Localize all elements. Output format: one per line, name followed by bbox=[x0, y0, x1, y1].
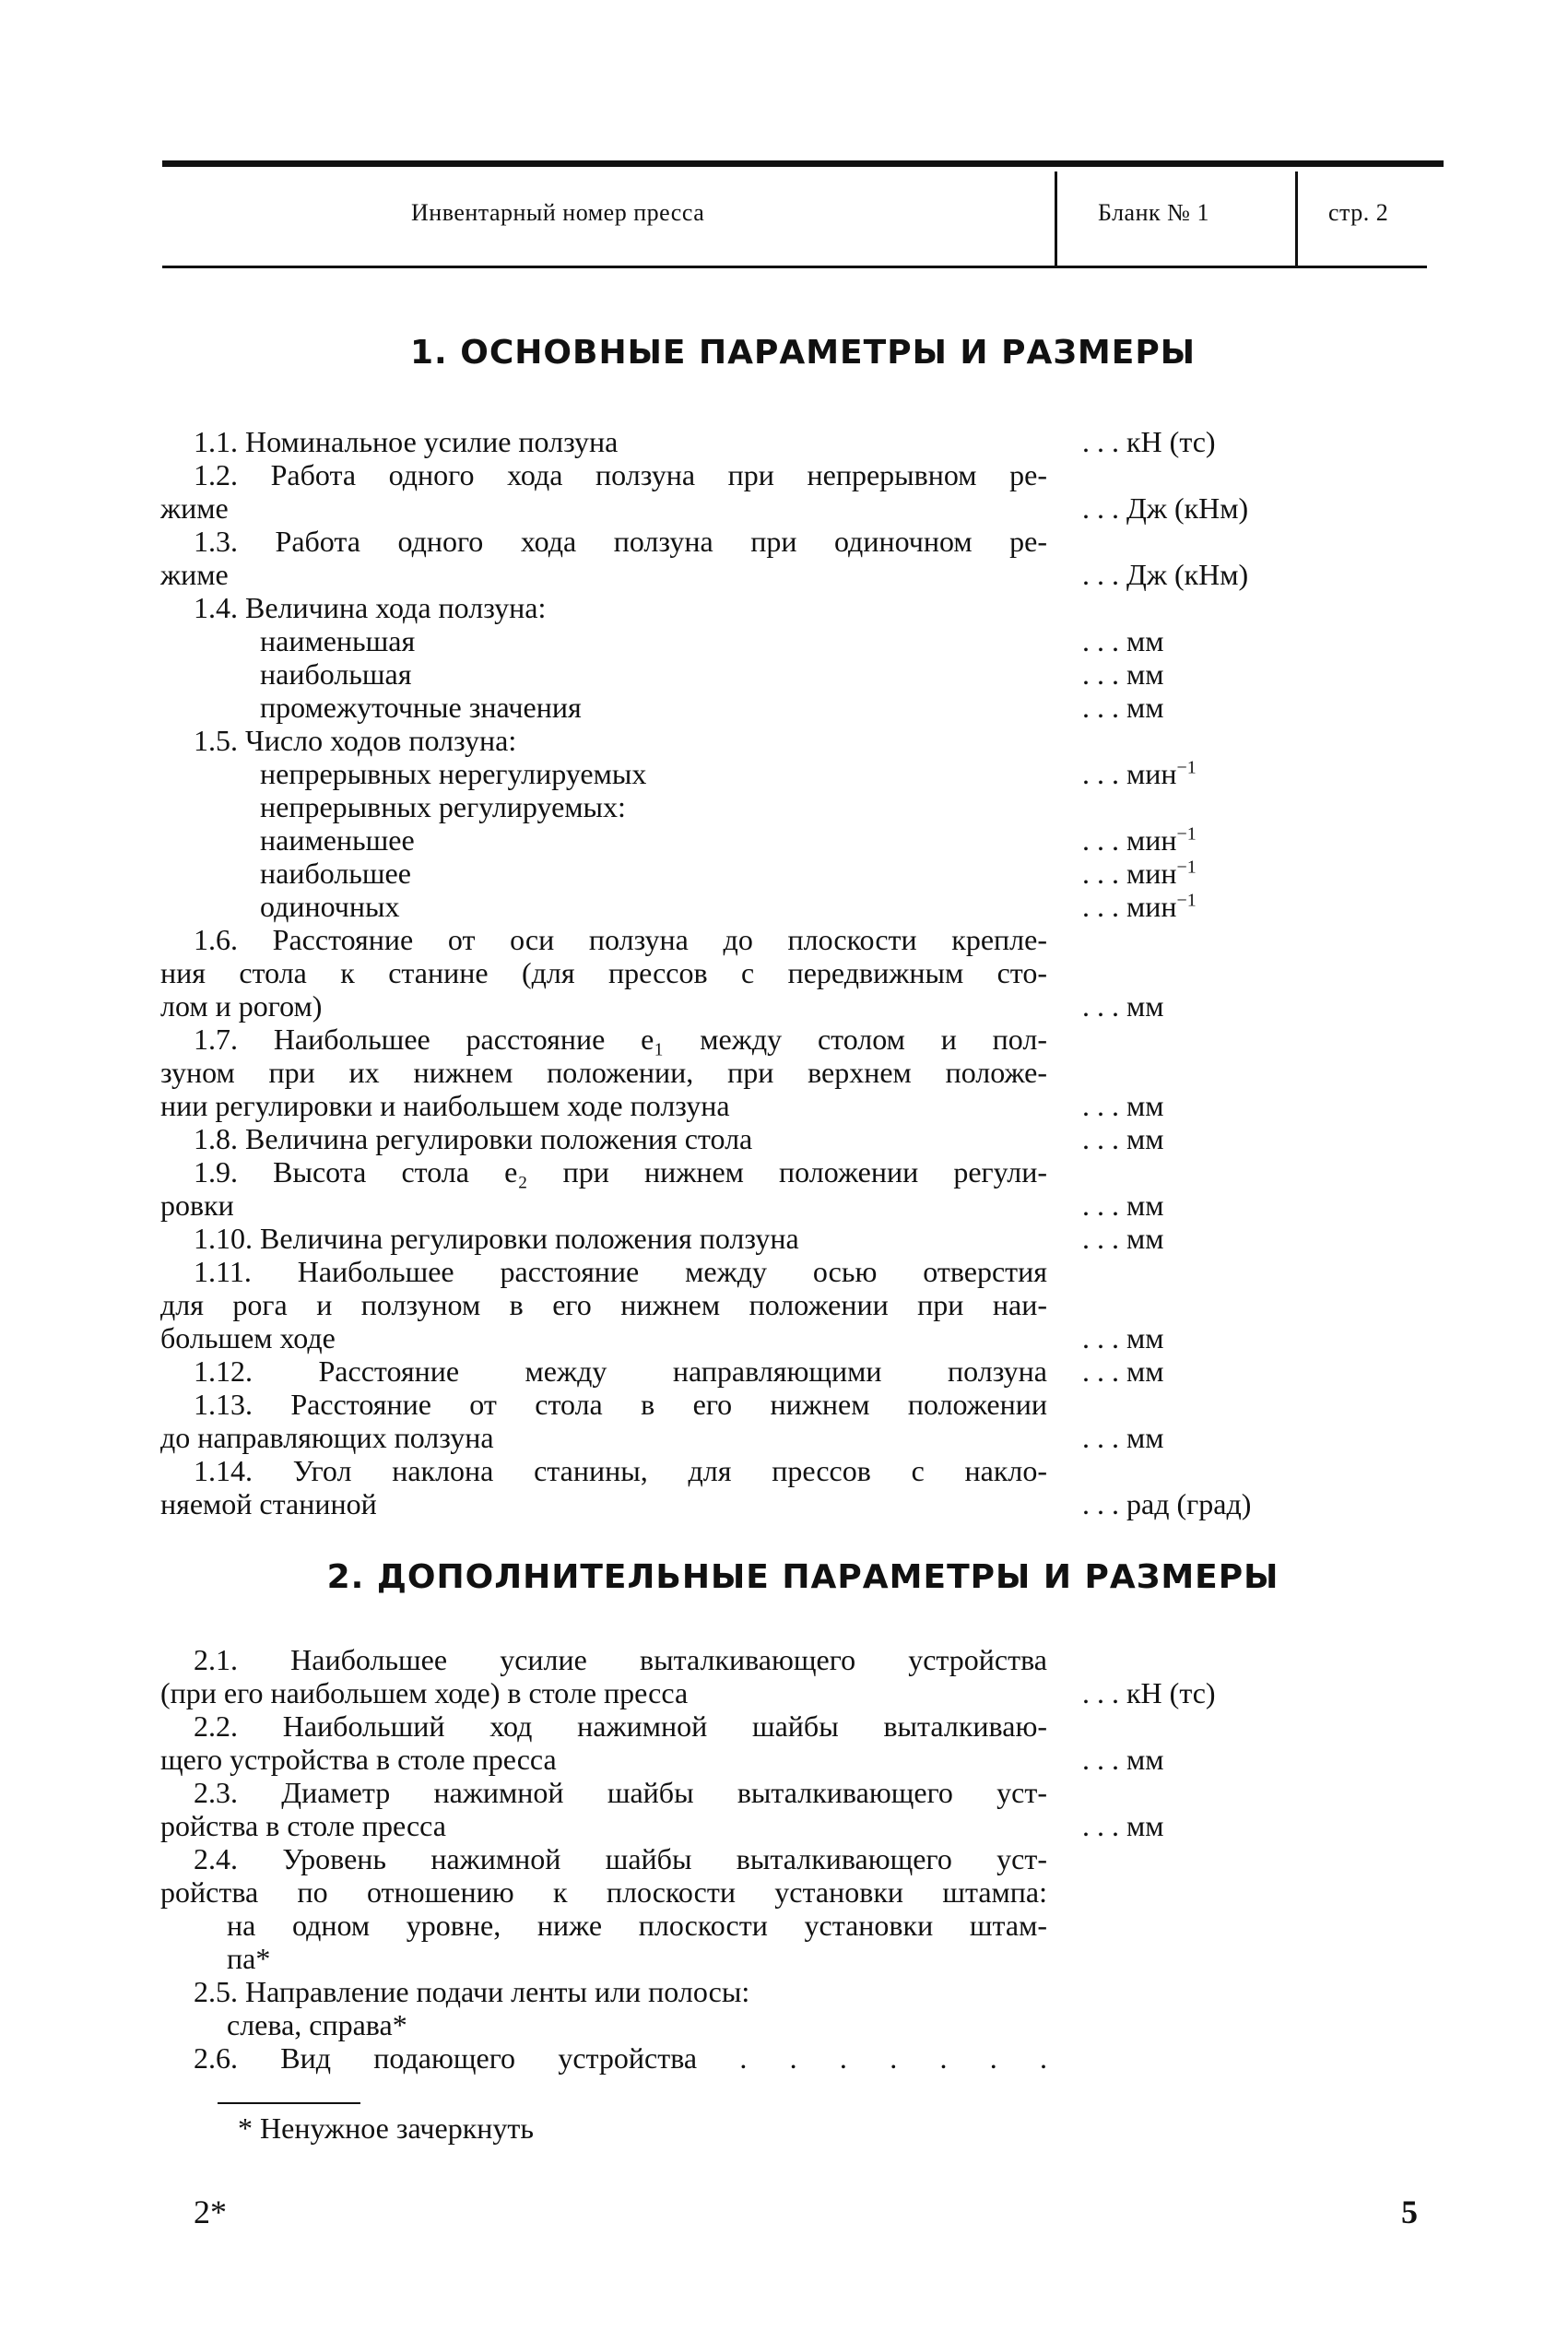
footnote-rule bbox=[218, 2102, 360, 2104]
parameter-line bbox=[160, 558, 1249, 591]
parameter-line bbox=[160, 1421, 1164, 1454]
parameter-text: слева, справа* bbox=[227, 2008, 407, 2041]
parameter-text: 1.1. Номинальное усилие ползуна bbox=[194, 425, 619, 458]
parameter-text: 2.2. Наибольший ход нажимной шайбы выталкиваю- bbox=[194, 1709, 1047, 1743]
parameter-unit bbox=[1082, 558, 1248, 591]
header-divider bbox=[1295, 171, 1298, 267]
unit-text: . . . кН (тс) bbox=[1082, 1676, 1216, 1709]
parameter-unit bbox=[1082, 1321, 1164, 1354]
section-1-parameter-list bbox=[160, 425, 1252, 1520]
parameter-line bbox=[160, 956, 1082, 989]
parameter-text: 1.10. Величина регулировки положения ползуна bbox=[194, 1222, 799, 1255]
parameter-line bbox=[160, 1942, 1082, 1975]
parameter-text: няемой станиной bbox=[160, 1487, 377, 1520]
unit-text: . . . Дж (кНм) bbox=[1082, 558, 1249, 591]
parameter-line bbox=[160, 458, 1082, 491]
parameter-line bbox=[160, 1023, 1082, 1056]
parameter-text: наименьшее bbox=[260, 823, 415, 857]
parameter-unit bbox=[1082, 1354, 1164, 1388]
parameter-text: на одном уровне, ниже плоскости установки штам- bbox=[227, 1909, 1047, 1942]
unit-exponent: −1 bbox=[1176, 857, 1197, 878]
parameter-unit bbox=[1082, 1487, 1251, 1520]
unit-text: . . . рад (град) bbox=[1082, 1487, 1252, 1520]
parameter-text: наименьшая bbox=[260, 624, 416, 657]
parameter-unit bbox=[1082, 989, 1164, 1023]
parameter-line bbox=[160, 1909, 1082, 1942]
parameter-text: лом и рогом) bbox=[160, 989, 323, 1023]
unit-text: . . . мм bbox=[1082, 624, 1164, 657]
parameter-text: промежуточные значения bbox=[260, 691, 582, 724]
parameter-line bbox=[160, 691, 1164, 724]
parameter-line bbox=[160, 591, 1082, 624]
parameter-line bbox=[160, 1643, 1082, 1676]
parameter-line bbox=[160, 790, 1082, 823]
parameter-line bbox=[160, 1454, 1082, 1487]
parameter-line bbox=[160, 890, 1197, 923]
parameter-line bbox=[160, 1354, 1164, 1388]
parameter-line bbox=[160, 624, 1164, 657]
parameter-unit bbox=[1082, 890, 1197, 923]
parameter-unit bbox=[1082, 1809, 1164, 1842]
parameter-line bbox=[160, 657, 1164, 691]
parameter-line bbox=[160, 757, 1197, 790]
parameter-text: наибольшее bbox=[260, 857, 411, 890]
parameter-text: ройства в столе пресса bbox=[160, 1809, 446, 1842]
unit-text: . . . Дж (кНм) bbox=[1082, 491, 1249, 525]
unit-text: . . . мин bbox=[1082, 823, 1177, 857]
parameter-text: па* bbox=[227, 1942, 271, 1975]
parameter-text: 1.9. Высота стола e₂ при нижнем положении регули- bbox=[194, 1155, 1047, 1189]
parameter-text: (при его наибольшем ходе) в столе пресса bbox=[160, 1676, 689, 1709]
unit-text: . . . мин bbox=[1082, 757, 1177, 790]
inventory-number-label: Инвентарный номер пресса bbox=[411, 199, 705, 226]
parameter-text: жиме bbox=[160, 491, 229, 525]
unit-text: . . . мм bbox=[1082, 989, 1164, 1023]
section-2-parameter-list bbox=[160, 1643, 1216, 2075]
parameter-line bbox=[160, 1676, 1216, 1709]
parameter-line bbox=[160, 1975, 1082, 2008]
parameter-unit bbox=[1082, 425, 1216, 458]
parameter-unit bbox=[1082, 1089, 1164, 1122]
parameter-text: зуном при их нижнем положении, при верхнем положе- bbox=[160, 1056, 1047, 1089]
unit-exponent: −1 bbox=[1176, 890, 1197, 911]
parameter-line bbox=[160, 1288, 1082, 1321]
parameter-unit bbox=[1082, 1189, 1164, 1222]
parameter-text: 2.4. Уровень нажимной шайбы выталкивающего уст- bbox=[194, 1842, 1047, 1875]
parameter-text: 2.5. Направление подачи ленты или полосы: bbox=[194, 1975, 750, 2008]
parameter-text: наибольшая bbox=[260, 657, 412, 691]
parameter-unit bbox=[1082, 1743, 1164, 1776]
parameter-unit bbox=[1082, 1421, 1164, 1454]
page-signature-mark: 2* bbox=[194, 2194, 227, 2230]
parameter-text: нии регулировки и наибольшем ходе ползуна bbox=[160, 1089, 730, 1122]
parameter-unit bbox=[1082, 823, 1197, 857]
parameter-text: 1.4. Величина хода ползуна: bbox=[194, 591, 547, 624]
unit-exponent: −1 bbox=[1176, 757, 1197, 778]
parameter-unit bbox=[1082, 1222, 1164, 1255]
parameter-line bbox=[160, 923, 1082, 956]
unit-text: . . . мм bbox=[1082, 1089, 1164, 1122]
parameter-line bbox=[160, 1875, 1082, 1909]
unit-exponent: −1 bbox=[1176, 823, 1197, 845]
parameter-text: 1.6. Расстояние от оси ползуна до плоскости крепле- bbox=[194, 923, 1047, 956]
parameter-line bbox=[160, 1189, 1164, 1222]
parameter-text: ровки bbox=[160, 1189, 234, 1222]
parameter-text: 1.8. Величина регулировки положения стола bbox=[194, 1122, 753, 1155]
parameter-text: 1.11. Наибольшее расстояние между осью отверстия bbox=[194, 1255, 1047, 1288]
parameter-line bbox=[160, 1155, 1082, 1189]
parameter-line bbox=[160, 1321, 1164, 1354]
unit-text: . . . мм bbox=[1082, 657, 1164, 691]
unit-text: . . . кН (тс) bbox=[1082, 425, 1216, 458]
parameter-text: 1.5. Число ходов ползуна: bbox=[194, 724, 517, 757]
parameter-unit bbox=[1082, 1676, 1216, 1709]
header-divider bbox=[1055, 171, 1057, 267]
parameter-text: до направляющих ползуна bbox=[160, 1421, 494, 1454]
parameter-line bbox=[160, 425, 1216, 458]
parameter-text: 1.14. Угол наклона станины, для прессов с накло- bbox=[194, 1454, 1047, 1487]
parameter-line bbox=[160, 1842, 1082, 1875]
parameter-line bbox=[160, 1776, 1082, 1809]
section-1-title: 1. ОСНОВНЫЕ ПАРАМЕТРЫ И РАЗМЕРЫ bbox=[409, 334, 1197, 372]
parameter-text: 1.7. Наибольшее расстояние e₁ между столом и пол- bbox=[194, 1023, 1047, 1056]
header-bottom-rule bbox=[162, 266, 1427, 268]
parameter-text: 1.13. Расстояние от стола в его нижнем положении bbox=[194, 1388, 1047, 1421]
parameter-line bbox=[160, 1056, 1082, 1089]
parameter-line bbox=[160, 724, 1082, 757]
form-header bbox=[162, 160, 1444, 269]
unit-text: . . . мин bbox=[1082, 857, 1177, 890]
parameter-unit bbox=[1082, 657, 1164, 691]
parameter-line bbox=[160, 989, 1164, 1023]
parameter-text: 1.3. Работа одного хода ползуна при одиночном ре- bbox=[194, 525, 1047, 558]
unit-text: . . . мин bbox=[1082, 890, 1177, 923]
parameter-line bbox=[160, 1487, 1252, 1520]
unit-text: . . . мм bbox=[1082, 1122, 1164, 1155]
parameter-text: непрерывных нерегулируемых bbox=[260, 757, 647, 790]
parameter-line bbox=[160, 1743, 1164, 1776]
parameter-text: для рога и ползуном в его нижнем положении при наи- bbox=[160, 1288, 1047, 1321]
parameter-line bbox=[160, 1388, 1082, 1421]
parameter-text: ния стола к станине (для прессов с передвижным сто- bbox=[160, 956, 1047, 989]
parameter-text: 2.3. Диаметр нажимной шайбы выталкивающего уст- bbox=[194, 1776, 1047, 1809]
parameter-text: ройства по отношению к плоскости установки штампа: bbox=[160, 1875, 1047, 1909]
parameter-text: 2.6. Вид подающего устройства . . . . . . . bbox=[194, 2041, 1047, 2075]
parameter-line bbox=[160, 491, 1249, 525]
parameter-line bbox=[160, 525, 1082, 558]
unit-text: . . . мм bbox=[1082, 1354, 1164, 1388]
unit-text: . . . мм bbox=[1082, 1421, 1164, 1454]
parameter-text: непрерывных регулируемых: bbox=[260, 790, 626, 823]
unit-text: . . . мм bbox=[1082, 1222, 1164, 1255]
parameter-unit bbox=[1082, 1122, 1164, 1155]
parameter-unit bbox=[1082, 624, 1164, 657]
parameter-text: 1.12. Расстояние между направляющими ползуна bbox=[194, 1354, 1047, 1388]
parameter-text: большем ходе bbox=[160, 1321, 336, 1354]
parameter-line bbox=[160, 1255, 1082, 1288]
parameter-unit bbox=[1082, 491, 1248, 525]
parameter-line bbox=[160, 823, 1197, 857]
section-2-title: 2. ДОПОЛНИТЕЛЬНЫЕ ПАРАМЕТРЫ И РАЗМЕРЫ bbox=[326, 1558, 1279, 1596]
parameter-line bbox=[160, 1222, 1164, 1255]
unit-text: . . . мм bbox=[1082, 1189, 1164, 1222]
page-number: 5 bbox=[1401, 2194, 1418, 2230]
parameter-line bbox=[160, 2041, 1082, 2075]
parameter-text: жиме bbox=[160, 558, 229, 591]
unit-text: . . . мм bbox=[1082, 1743, 1164, 1776]
parameter-line bbox=[160, 1809, 1164, 1842]
footnote: * Ненужное зачеркнуть bbox=[238, 2111, 534, 2145]
parameter-line bbox=[160, 857, 1197, 890]
parameter-unit bbox=[1082, 691, 1164, 724]
form-number-label: Бланк № 1 bbox=[1098, 199, 1209, 226]
parameter-unit bbox=[1082, 757, 1197, 790]
unit-text: . . . мм bbox=[1082, 1809, 1164, 1842]
parameter-text: 1.2. Работа одного хода ползуна при непрерывном ре- bbox=[194, 458, 1047, 491]
parameter-line bbox=[160, 1089, 1164, 1122]
parameter-line bbox=[160, 2008, 1082, 2041]
form-page-label: стр. 2 bbox=[1328, 199, 1389, 226]
header-top-rule bbox=[162, 160, 1444, 167]
parameter-unit bbox=[1082, 857, 1197, 890]
unit-text: . . . мм bbox=[1082, 1321, 1164, 1354]
parameter-text: одиночных bbox=[260, 890, 400, 923]
parameter-line bbox=[160, 1709, 1082, 1743]
parameter-text: щего устройства в столе пресса bbox=[160, 1743, 557, 1776]
unit-text: . . . мм bbox=[1082, 691, 1164, 724]
parameter-text: 2.1. Наибольшее усилие выталкивающего устройства bbox=[194, 1643, 1047, 1676]
parameter-line bbox=[160, 1122, 1164, 1155]
